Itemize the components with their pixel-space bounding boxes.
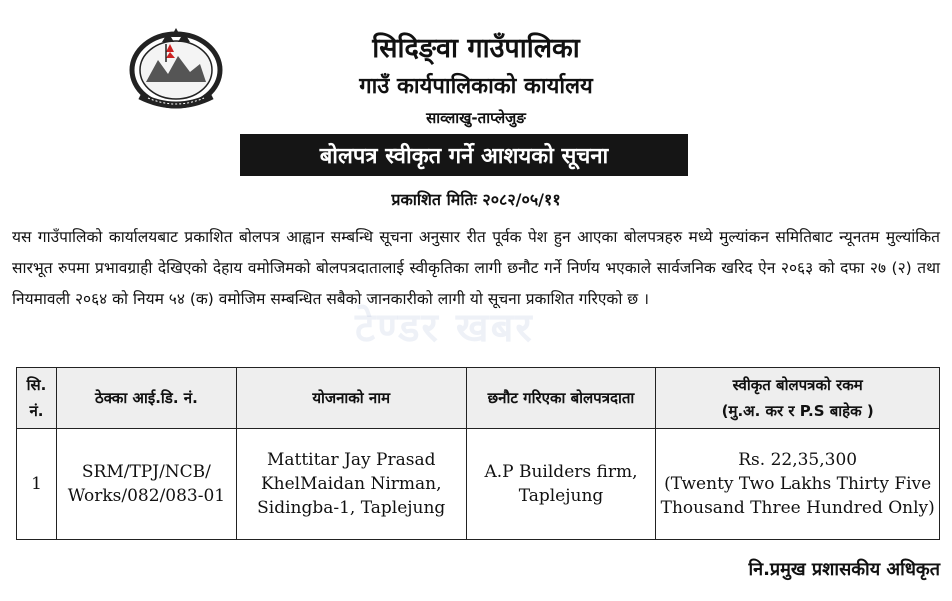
watermark-text: टेण्डर खबर — [355, 305, 534, 351]
award-table — [16, 367, 940, 540]
cell-bidder: A.P Builders firm, Taplejung — [466, 429, 656, 540]
amount-figure: Rs. 22,35,300 — [738, 450, 858, 470]
municipality-name: सिदिङ्वा गाउँपालिका — [372, 33, 580, 64]
header-project-name: योजनाको नाम — [236, 368, 466, 429]
cell-sn: 1 — [17, 429, 57, 540]
header-selected-bidder: छनौट गरिएका बोलपत्रदाता — [466, 368, 656, 429]
amount-in-words: (Twenty Two Lakhs Thirty Five Thousand Three Hundred Only) — [660, 474, 935, 518]
header-amount-line1: स्वीकृत बोलपत्रको रकम — [732, 376, 863, 394]
header-contract-id: ठेक्का आई.डि. नं. — [56, 368, 236, 429]
table-header-row — [17, 368, 940, 429]
header-amount-line2: (मु.अ. कर र P.S बाहेक ) — [721, 402, 874, 420]
header-approved-amount — [656, 368, 940, 429]
cell-project-name: Mattitar Jay Prasad KhelMaidan Nirman, Sidingba-1, Taplejung — [236, 429, 466, 540]
office-location: साव्लाखु-ताप्लेजुङ — [426, 109, 526, 127]
notice-title — [240, 134, 688, 176]
published-date: प्रकाशित मितिः २०८२/०५/११ — [391, 190, 561, 209]
office-name: गाउँ कार्यपालिकाको कार्यालय — [359, 74, 593, 99]
table-row — [17, 429, 940, 540]
notice-body: यस गाउँपालिको कार्यालयबाट प्रकाशित बोलपत्र आह्वान सम्बन्धि सूचना अनुसार रीत पूर्वक पेश हुन आएका बोलपत्रहरु मध्ये मुल्यांकन समितिबाट न्यूनतम मुल्यांकित सारभूत रुपमा प्रभावग्राही देखिएको देहाय वमोजिमको बोलपत्रदातालाई स्वीकृतिका लागी छनौट गर्ने निर्णय भएकाले सार्वजनिक खरिद ऐन २०६३ को दफा २७ (२) तथा नियमावली २०६४ को नियम ५४ (क) वमोजिम सम्बन्धित सबैको जानकारीको लागी यो सूचना प्रकाशित गरिएको छ । — [12, 228, 940, 308]
signatory-title: नि.प्रमुख प्रशासकीय अधिकृत — [748, 559, 940, 580]
header-sn: सि. नं. — [17, 368, 57, 429]
notice-title-text: बोलपत्र स्वीकृत गर्ने आशयको सूचना — [319, 144, 609, 169]
cell-contract-id: SRM/TPJ/NCB/ Works/082/083-01 — [56, 429, 236, 540]
cell-amount — [656, 429, 940, 540]
